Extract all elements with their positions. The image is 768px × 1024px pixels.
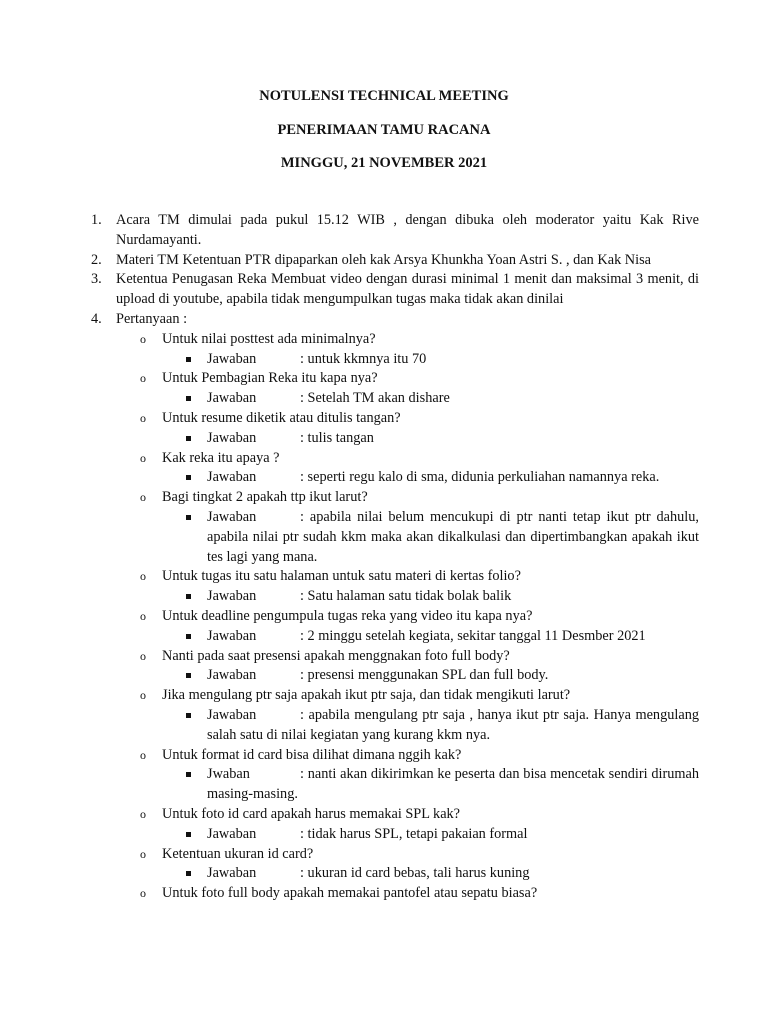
circle-bullet-icon: o — [140, 410, 146, 425]
question-item — [0, 647, 699, 667]
answer-label: Jawaban — [207, 706, 257, 723]
numbered-item — [0, 251, 699, 271]
item-text: Materi TM Ketentuan PTR dipaparkan oleh kak Arsya Khunkha Yoan Astri S. , dan Kak Nisa — [116, 251, 651, 268]
square-bullet-icon — [186, 673, 191, 678]
answer-item — [0, 350, 699, 370]
answer-text: : 2 minggu setelah kegiata, sekitar tanggal 11 Desmber 2021 — [300, 627, 646, 644]
answer-item — [0, 666, 699, 686]
item-number: 4. — [91, 310, 102, 327]
answer-item — [0, 389, 699, 409]
question-text: Jika mengulang ptr saja apakah ikut ptr saja, dan tidak mengikuti larut? — [162, 687, 571, 704]
question-item — [0, 805, 699, 825]
circle-bullet-icon: o — [140, 331, 146, 346]
square-bullet-icon — [186, 832, 191, 837]
answer-label: Jawaban — [207, 588, 257, 605]
question-text: Ketentuan ukuran id card? — [162, 845, 314, 862]
question-item — [0, 567, 699, 587]
question-text: Untuk deadline pengumpula tugas reka yang video itu kapa nya? — [162, 607, 533, 624]
question-text: Untuk Pembagian Reka itu kapa nya? — [162, 370, 378, 387]
item-number: 1. — [91, 212, 102, 228]
item-number: 3. — [91, 271, 102, 288]
answer-label: Jawaban — [207, 469, 257, 486]
answer-item — [0, 765, 699, 805]
item-text: Acara TM dimulai pada pukul 15.12 WIB , dengan dibuka oleh moderator yaitu Kak Rive Nurdamayanti. — [116, 212, 699, 248]
circle-bullet-icon: o — [140, 886, 146, 901]
answer-text: : tidak harus SPL, tetapi pakaian formal — [300, 825, 528, 842]
square-bullet-icon — [186, 475, 191, 480]
answer-text: : seperti regu kalo di sma, didunia perkuliahan namannya reka. — [300, 469, 660, 486]
answer-item — [0, 706, 699, 746]
circle-bullet-icon: o — [140, 806, 146, 821]
answer-label: Jawaban — [207, 390, 257, 407]
question-text: Untuk nilai posttest ada minimalnya? — [162, 330, 376, 347]
item-text: Ketentua Penugasan Reka Membuat video dengan durasi minimal 1 menit dan maksimal 3 menit, di upload di youtube, apabila tidak mengumpulkan tugas maka tidak akan dinilai — [116, 271, 699, 308]
question-text: Kak reka itu apaya ? — [162, 449, 280, 466]
question-text: Untuk tugas itu satu halaman untuk satu materi di kertas folio? — [162, 568, 521, 585]
answer-text: : Satu halaman satu tidak bolak balik — [300, 588, 512, 605]
answer-item — [0, 864, 699, 884]
question-item — [0, 449, 699, 469]
answer-item — [0, 825, 699, 845]
question-text: Untuk foto full body apakah memakai pantofel atau sepatu biasa? — [162, 885, 538, 902]
question-text: Nanti pada saat presensi apakah menggnakan foto full body? — [162, 647, 510, 664]
square-bullet-icon — [186, 594, 191, 599]
question-text: Bagi tingkat 2 apakah ttp ikut larut? — [162, 489, 368, 506]
square-bullet-icon — [186, 713, 191, 718]
answer-label: Jawaban — [207, 825, 257, 842]
square-bullet-icon — [186, 871, 191, 876]
answer-item — [0, 468, 699, 488]
answer-item — [0, 429, 699, 449]
square-bullet-icon — [186, 515, 191, 520]
circle-bullet-icon: o — [140, 648, 146, 663]
question-item — [0, 746, 699, 766]
question-item — [0, 409, 699, 429]
question-item — [0, 607, 699, 627]
circle-bullet-icon: o — [140, 450, 146, 465]
answer-text: : ukuran id card bebas, tali harus kuning — [300, 865, 530, 882]
answer-text: : apabila nilai belum mencukupi di ptr nanti tetap ikut ptr dahulu, apabila nilai ptr sudah kkm maka akan dikalkulasi dan dipertimbangkan apakah ikut tes lagi yang mana. — [207, 508, 699, 565]
answer-label: Jawaban — [207, 350, 257, 367]
answer-text: : presensi menggunakan SPL dan full body. — [300, 667, 549, 684]
item-text: Pertanyaan : — [116, 310, 188, 327]
document-date: MINGGU, 21 NOVEMBER 2021 — [280, 155, 488, 171]
document-title: NOTULENSI TECHNICAL MEETING — [259, 88, 509, 104]
answer-text: : tulis tangan — [300, 429, 374, 446]
answer-label: Jwaban — [207, 766, 250, 783]
numbered-item — [0, 211, 699, 251]
answer-label: Jawaban — [207, 508, 257, 525]
minutes-list — [0, 211, 768, 904]
answer-text: : untuk kkmnya itu 70 — [300, 350, 427, 367]
circle-bullet-icon: o — [140, 688, 146, 703]
question-item — [0, 845, 699, 865]
numbered-item — [0, 270, 699, 310]
answer-label: Jawaban — [207, 667, 257, 684]
numbered-item — [0, 310, 699, 330]
question-text: Untuk resume diketik atau ditulis tangan? — [162, 409, 401, 426]
question-item — [0, 369, 699, 389]
question-item — [0, 884, 699, 904]
answer-text: : nanti akan dikirimkan ke peserta dan bisa mencetak sendiri dirumah masing-masing. — [207, 766, 699, 803]
circle-bullet-icon: o — [140, 371, 146, 386]
answer-label: Jawaban — [207, 865, 257, 882]
document-header — [0, 86, 768, 187]
question-text: Untuk foto id card apakah harus memakai SPL kak? — [162, 805, 461, 822]
answer-label: Jawaban — [207, 429, 257, 446]
answer-text: : apabila mengulang ptr saja , hanya ikut ptr saja. Hanya mengulang salah satu di nilai kegiatan yang kurang kkm nya. — [207, 706, 699, 743]
question-item — [0, 686, 699, 706]
answer-label: Jawaban — [207, 627, 257, 644]
circle-bullet-icon: o — [140, 490, 146, 505]
document-subtitle: PENERIMAAN TAMU RACANA — [277, 121, 491, 138]
answer-text: : Setelah TM akan dishare — [300, 390, 450, 407]
answer-item — [0, 587, 699, 607]
answer-item — [0, 627, 699, 647]
square-bullet-icon — [186, 436, 191, 441]
circle-bullet-icon: o — [140, 608, 146, 623]
square-bullet-icon — [186, 357, 191, 362]
square-bullet-icon — [186, 634, 191, 639]
circle-bullet-icon: o — [140, 846, 146, 861]
square-bullet-icon — [186, 396, 191, 401]
item-number: 2. — [91, 251, 102, 268]
circle-bullet-icon: o — [140, 569, 146, 584]
question-text: Untuk format id card bisa dilihat dimana nggih kak? — [162, 746, 462, 763]
answer-item — [0, 508, 699, 567]
square-bullet-icon — [186, 772, 191, 777]
question-item — [0, 330, 699, 350]
circle-bullet-icon: o — [140, 747, 146, 762]
question-item — [0, 488, 699, 508]
